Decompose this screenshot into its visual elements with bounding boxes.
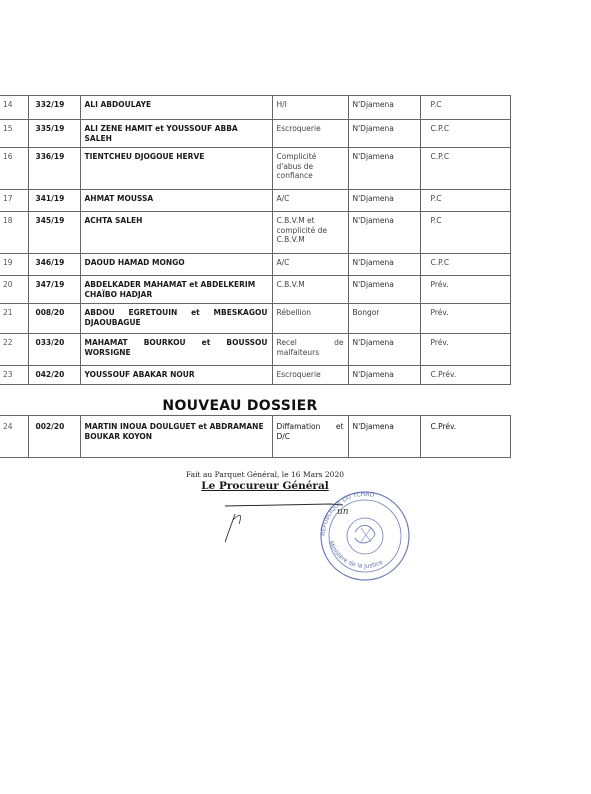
dossier-number: 332/19 [28,96,80,120]
table-row [0,276,510,304]
location: N'Djamena [348,254,420,276]
dossier-number: 033/20 [28,334,80,366]
offense: Complicité d'abus de confiance [272,148,348,190]
status: C.P.C [420,120,510,148]
dossier-number: 345/19 [28,212,80,254]
signatory-title: Le Procureur Général [201,480,329,492]
svg-text:Ministère de la Justice: Ministère de la Justice [327,540,385,570]
defendant-names: MARTIN INOUA DOULGUET et ABDRAMANE BOUKAR KOYON [80,416,272,458]
dossier-number: 002/20 [28,416,80,458]
dossier-number: 347/19 [28,276,80,304]
row-number: 17 [0,190,28,212]
location: Bongor [348,304,420,334]
location: N'Djamena [348,212,420,254]
dossier-number: 341/19 [28,190,80,212]
offense: Diffamation et D/C [272,416,348,458]
row-number: 18 [0,212,28,254]
location: N'Djamena [348,120,420,148]
signature-initials: un [337,507,349,517]
status: Prév. [420,334,510,366]
table-row [0,148,510,190]
offense: A/C [272,190,348,212]
status: P.C [420,96,510,120]
place-date-line: Fait au Parquet Général, le 16 Mars 2020 [185,470,344,479]
location: N'Djamena [348,96,420,120]
offense: C.B.V.M [272,276,348,304]
status: P.C [420,212,510,254]
table-row [0,334,510,366]
defendant-names: TIENTCHEU DJOGOUE HERVE [80,148,272,190]
new-dossier-table [0,415,510,458]
location: N'Djamena [348,366,420,385]
table-row [0,212,510,254]
row-number: 21 [0,304,28,334]
defendant-names: AHMAT MOUSSA [80,190,272,212]
status: C.P.C [420,254,510,276]
offense: Escroquerie [272,120,348,148]
row-number: 15 [0,120,28,148]
status: P.C [420,190,510,212]
status: C.Prév. [420,366,510,385]
location: N'Djamena [348,276,420,304]
defendant-names: ALI ABDOULAYE [80,96,272,120]
table-row [0,96,510,120]
defendant-names: ABDELKADER MAHAMAT et ABDELKERIM CHAÏBO HADJAR [80,276,272,304]
defendant-names: DAOUD HAMAD MONGO [80,254,272,276]
row-number: 19 [0,254,28,276]
row-number: 20 [0,276,28,304]
table-row [0,254,510,276]
table-row [0,416,510,458]
defendant-names: YOUSSOUF ABAKAR NOUR [80,366,272,385]
table-row [0,366,510,385]
signature-line [225,504,343,506]
status: Prév. [420,276,510,304]
status: C.Prév. [420,416,510,458]
section-title: NOUVEAU DOSSIER [162,398,318,414]
dossier-number: 346/19 [28,254,80,276]
row-number: 14 [0,96,28,120]
offense: Escroquerie [272,366,348,385]
status: Prév. [420,304,510,334]
svg-text:RÉPUBLIQUE DU TCHAD: RÉPUBLIQUE DU TCHAD [319,490,375,537]
location: N'Djamena [348,416,420,458]
dossier-number: 335/19 [28,120,80,148]
status: C.P.C [420,148,510,190]
table-row [0,120,510,148]
defendant-names: ABDOU EGRETOUIN et MBESKAGOU DJAOUBAGUE [80,304,272,334]
offense: Recel de malfaiteurs [272,334,348,366]
row-number: 22 [0,334,28,366]
offense: H/I [272,96,348,120]
dossier-number: 336/19 [28,148,80,190]
defendant-names: MAHAMAT BOURKOU et BOUSSOU WORSIGNE [80,334,272,366]
dossier-number: 042/20 [28,366,80,385]
location: N'Djamena [348,148,420,190]
table-row [0,304,510,334]
location: N'Djamena [348,334,420,366]
row-number: 23 [0,366,28,385]
offense: A/C [272,254,348,276]
table-row [0,190,510,212]
defendant-names: ALI ZENE HAMIT et YOUSSOUF ABBA SALEH [80,120,272,148]
row-number: 16 [0,148,28,190]
defendant-names: ACHTA SALEH [80,212,272,254]
detainee-table [0,95,510,385]
offense: C.B.V.M et complicité de C.B.V.M [272,212,348,254]
offense: Rébellion [272,304,348,334]
signature-stroke [225,514,235,579]
official-seal-and-signature [225,484,435,584]
row-number: 24 [0,416,28,458]
dossier-number: 008/20 [28,304,80,334]
location: N'Djamena [348,190,420,212]
